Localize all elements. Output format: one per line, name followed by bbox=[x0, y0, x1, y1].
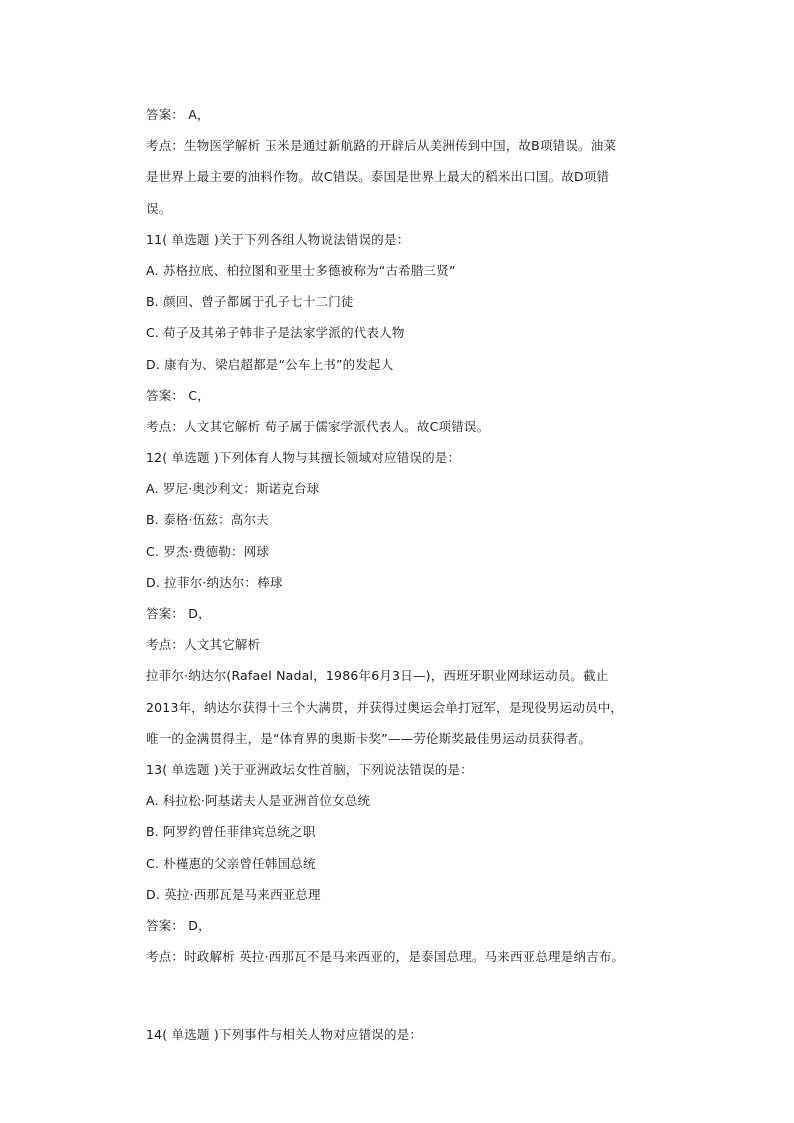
explanation-line-12b: 拉菲尔·纳达尔(Rafael Nadal，1986年6月3日—)，西班牙职业网球运动员。截止 bbox=[146, 668, 609, 684]
option-11-d: D. 康有为、梁启超都是“公车上书”的发起人 bbox=[146, 356, 394, 372]
answer-line-10: 答案： A， bbox=[146, 107, 210, 122]
option-12-a: A. 罗尼·奥沙利文：斯诺克台球 bbox=[146, 481, 320, 497]
explanation-line-11: 考点：人文其它解析 荀子属于儒家学派代表人。故C项错误。 bbox=[146, 418, 490, 434]
option-11-c: C. 荀子及其弟子韩非子是法家学派的代表人物 bbox=[146, 325, 405, 341]
option-11-b: B. 颜回、曾子都属于孔子七十二门徒 bbox=[146, 294, 354, 310]
explanation-line-12a: 考点：人文其它解析 bbox=[146, 637, 261, 653]
option-13-d: D. 英拉·西那瓦是马来西亚总理 bbox=[146, 886, 321, 902]
option-13-b: B. 阿罗约曾任菲律宾总统之职 bbox=[146, 824, 316, 840]
option-12-d: D. 拉菲尔·纳达尔：棒球 bbox=[146, 574, 283, 590]
answer-line-11: 答案： C， bbox=[146, 387, 210, 403]
option-11-a: A. 苏格拉底、柏拉图和亚里士多德被称为“古希腊三贤” bbox=[146, 262, 456, 278]
option-13-a: A. 科拉松·阿基诺夫人是亚洲首位女总统 bbox=[146, 793, 371, 809]
paragraph-gap bbox=[146, 972, 694, 1019]
explanation-line-10a: 考点：生物医学解析 玉米是通过新航路的开辟后从美洲传到中国，故B项错误。油菜 bbox=[146, 138, 617, 154]
explanation-line-10b: 是世界上最主要的油料作物。故C错误。泰国是世界上最大的稻米出口国。故D项错 bbox=[146, 169, 610, 185]
option-12-c: C. 罗杰·费德勒：网球 bbox=[146, 543, 270, 559]
explanation-line-12c: 2013年，纳达尔获得十三个大满贯，并获得过奥运会单打冠军，是现役男运动员中， bbox=[146, 699, 624, 715]
question-14: 14( 单选题 )下列事件与相关人物对应错误的是： bbox=[146, 1027, 423, 1043]
explanation-line-13: 考点：时政解析 英拉·西那瓦不是马来西亚的，是泰国总理。马来西亚总理是纳吉布。 bbox=[146, 949, 625, 965]
question-13: 13( 单选题 )关于亚洲政坛女性首脑，下列说法错误的是： bbox=[146, 761, 473, 777]
answer-line-13: 答案： D， bbox=[146, 917, 211, 933]
question-12: 12( 单选题 )下列体育人物与其擅长领域对应错误的是： bbox=[146, 450, 461, 466]
answer-line-12: 答案： D， bbox=[146, 606, 211, 621]
option-12-b: B. 泰格·伍兹：高尔夫 bbox=[146, 512, 269, 528]
option-13-c: C. 朴槿惠的父亲曾任韩国总统 bbox=[146, 855, 316, 871]
explanation-line-10c: 误。 bbox=[146, 200, 172, 216]
question-11: 11( 单选题 )关于下列各组人物说法错误的是： bbox=[146, 231, 410, 247]
explanation-line-12d: 唯一的金满贯得主，是“体育界的奥斯卡奖”——劳伦斯奖最佳男运动员获得者。 bbox=[146, 730, 592, 746]
